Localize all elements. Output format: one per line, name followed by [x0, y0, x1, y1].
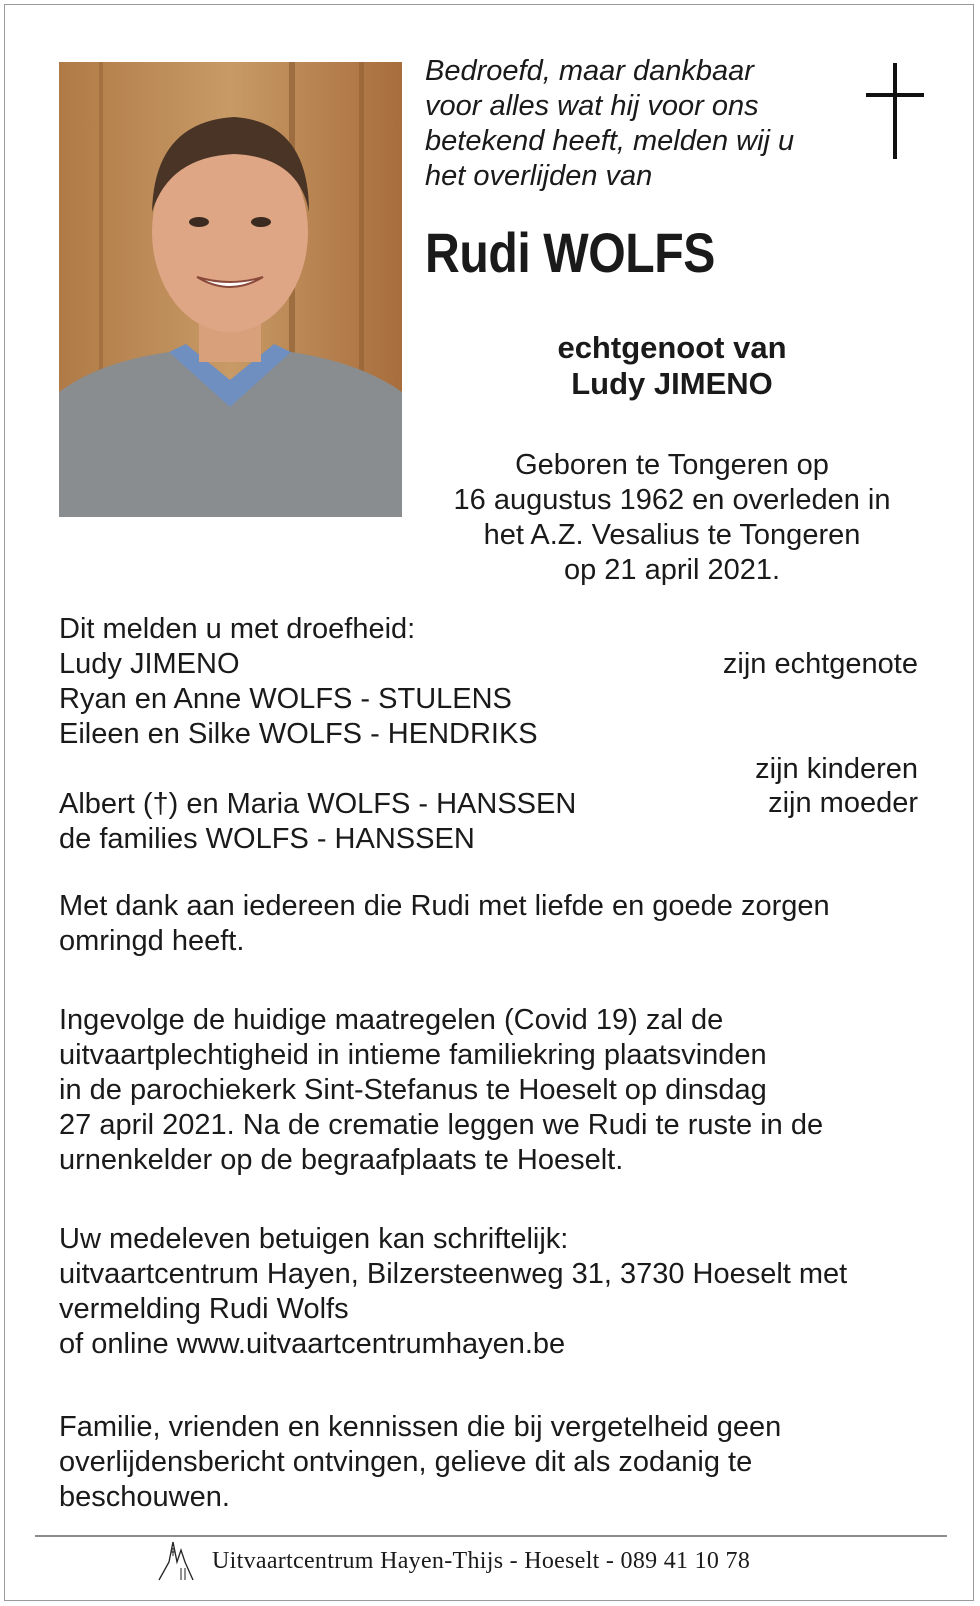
intro-line: betekend heeft, melden wij u [425, 125, 795, 157]
mourners-list [59, 612, 576, 857]
thanks-line: omringd heeft. [59, 925, 245, 957]
funeral-home-footer: Uitvaartcentrum Hayen-Thijs - Hoeselt - 089 41 10 78 [212, 1548, 751, 1574]
condolences-paragraph [59, 1222, 847, 1362]
relation-label: zijn echtgenote [722, 648, 918, 680]
closing-line: overlijdensbericht ontvingen, gelieve dit als zodanig te [59, 1446, 753, 1478]
closing-line: Familie, vrienden en kennissen die bij vergetelheid geen [59, 1411, 782, 1443]
condolences-line: uitvaartcentrum Hayen, Bilzersteenweg 31, 3730 Hoeselt met [59, 1258, 848, 1290]
mourner-line: Ludy JIMENO [59, 648, 240, 680]
intro-text [425, 54, 855, 194]
spouse-name: Ludy JIMENO [571, 366, 773, 401]
spouse-line: echtgenoot van [557, 330, 787, 365]
ceremony-line: urnenkelder op de begraafplaats te Hoeselt. [59, 1144, 624, 1176]
relation-label: zijn kinderen [755, 753, 918, 785]
birth-death-line: Geboren te Tongeren op [515, 449, 829, 481]
intro-line: Bedroefd, maar dankbaar [425, 55, 754, 87]
condolences-line: vermelding Rudi Wolfs [59, 1293, 349, 1325]
footer-divider [35, 1535, 947, 1537]
intro-line: voor alles wat hij voor ons [425, 90, 759, 122]
condolences-line: Uw medeleven betuigen kan schriftelijk: [59, 1223, 569, 1255]
ceremony-paragraph [59, 1003, 823, 1178]
intro-line: het overlijden van [425, 160, 653, 192]
portrait-photo [59, 62, 402, 517]
thanks-paragraph [59, 889, 830, 959]
ceremony-line: uitvaartplechtigheid in intieme familiekring plaatsvinden [59, 1039, 767, 1071]
condolences-line: of online www.uitvaartcentrumhayen.be [59, 1328, 566, 1360]
latin-cross-icon [866, 63, 924, 159]
mourner-line: Eileen en Silke WOLFS - HENDRIKS [59, 718, 538, 750]
birth-death-info [432, 448, 912, 588]
closing-line: beschouwen. [59, 1481, 230, 1513]
mourner-line: Ryan en Anne WOLFS - STULENS [59, 683, 512, 715]
ceremony-line: in de parochiekerk Sint-Stefanus te Hoeselt op dinsdag [59, 1074, 767, 1106]
ceremony-line: 27 april 2021. Na de crematie leggen we Rudi te ruste in de [59, 1109, 824, 1141]
church-logo-icon [155, 1540, 197, 1584]
ceremony-line: Ingevolge de huidige maatregelen (Covid 19) zal de [59, 1004, 724, 1036]
birth-death-line: het A.Z. Vesalius te Tongeren [483, 519, 861, 551]
relation-label: zijn moeder [768, 787, 918, 819]
mourner-line: Albert (†) en Maria WOLFS - HANSSEN [59, 788, 577, 820]
deceased-name: Rudi WOLFS [425, 221, 715, 284]
mourner-line: de families WOLFS - HANSSEN [59, 823, 475, 855]
spouse-info [432, 330, 912, 402]
thanks-line: Met dank aan iedereen die Rudi met liefde en goede zorgen [59, 890, 830, 922]
birth-death-line: 16 augustus 1962 en overleden in [453, 484, 891, 516]
birth-death-line: op 21 april 2021. [563, 554, 781, 586]
closing-paragraph [59, 1410, 781, 1515]
mourners-heading: Dit melden u met droefheid: [59, 613, 416, 645]
